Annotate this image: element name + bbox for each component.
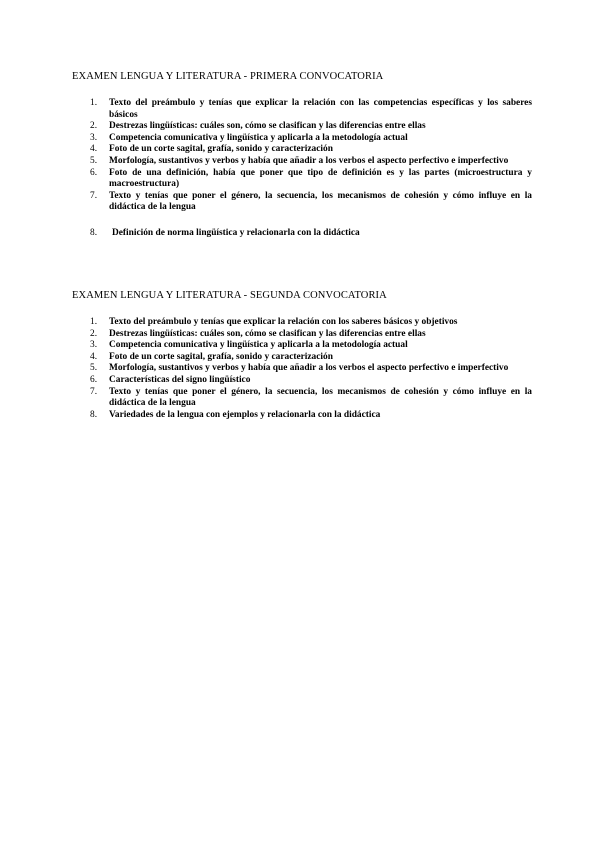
item-number: 5.: [90, 363, 98, 374]
list-item: [72, 363, 532, 375]
item-text: Morfología, sustantivos y verbos y había que añadir a los verbos el aspecto perfectivo e imperfectivo: [109, 363, 509, 374]
list-item: [72, 340, 532, 352]
section-title: EXAMEN LENGUA Y LITERATURA - PRIMERA CONVOCATORIA: [72, 71, 384, 82]
item-text: Destrezas lingüísticas: cuáles son, cómo se clasifican y las diferencias entre ellas: [109, 328, 426, 339]
list-item: [72, 156, 532, 168]
item-text: Destrezas lingüísticas: cuáles son, cómo se clasifican y las diferencias entre ellas: [109, 121, 426, 132]
question-list: [72, 98, 532, 240]
item-text: Foto de un corte sagital, grafía, sonido y caracterización: [109, 144, 333, 155]
item-text: Competencia comunicativa y lingüística y aplicarla a la metodología actual: [109, 132, 408, 143]
item-number: 8.: [90, 409, 98, 420]
item-number: 1.: [90, 98, 98, 108]
list-item: [72, 98, 532, 121]
item-number: 7.: [90, 190, 98, 201]
item-text: Competencia comunicativa y lingüística y aplicarla a la metodología actual: [109, 340, 408, 351]
item-number: 5.: [90, 155, 98, 166]
item-text: Foto de un corte sagital, grafía, sonido y caracterización: [109, 351, 333, 362]
item-number: 7.: [90, 386, 98, 397]
item-number: 2.: [90, 328, 98, 339]
item-number: 3.: [90, 132, 98, 143]
list-item: [72, 191, 532, 214]
item-number: 6.: [90, 167, 98, 178]
item-text: Morfología, sustantivos y verbos y había que añadir a los verbos el aspecto perfectivo e imperfectivo: [109, 155, 509, 166]
list-item: [72, 168, 532, 191]
item-number: 3.: [90, 340, 98, 351]
list-item: [72, 228, 532, 240]
list-item: [72, 387, 532, 410]
list-item: [72, 133, 532, 145]
item-text: Texto y tenías que poner el género, la secuencia, los mecanismos de cohesión y cómo influye en la didáctica de la lengua: [109, 386, 532, 409]
list-item: [72, 317, 532, 329]
item-text: Variedades de la lengua con ejemplos y relacionarla con la didáctica: [109, 409, 381, 420]
list-item: [72, 329, 532, 341]
item-text: Definición de norma lingüística y relacionarla con la didáctica: [112, 227, 360, 238]
list-item: [72, 375, 532, 387]
item-number: 4.: [90, 144, 98, 155]
item-number: 1.: [90, 317, 98, 327]
item-number: 6.: [90, 374, 98, 385]
exam-section-first-call: [72, 70, 532, 240]
section-title: EXAMEN LENGUA Y LITERATURA - SEGUNDA CONVOCATORIA: [72, 290, 387, 301]
list-item: [72, 121, 532, 133]
exam-section-second-call: [72, 289, 532, 421]
item-number: 2.: [90, 121, 98, 132]
item-number: 8.: [90, 227, 98, 238]
item-text: Texto del preámbulo y tenías que explicar la relación con las competencias específicas y los saberes básicos: [109, 98, 532, 120]
list-item: [72, 144, 532, 156]
item-number: 4.: [90, 351, 98, 362]
item-text: Texto y tenías que poner el género, la secuencia, los mecanismos de cohesión y cómo influye en la didáctica de la lengua: [109, 190, 532, 213]
item-text: Foto de una definición, había que poner que tipo de definición es y las partes (microestructura y macroestructura): [109, 167, 532, 190]
list-item: [72, 352, 532, 364]
list-item: [72, 410, 532, 422]
item-text: Características del signo lingüístico: [109, 374, 251, 385]
item-text: Texto del preámbulo y tenías que explicar la relación con los saberes básicos y objetivos: [109, 317, 458, 327]
question-list: [72, 317, 532, 421]
